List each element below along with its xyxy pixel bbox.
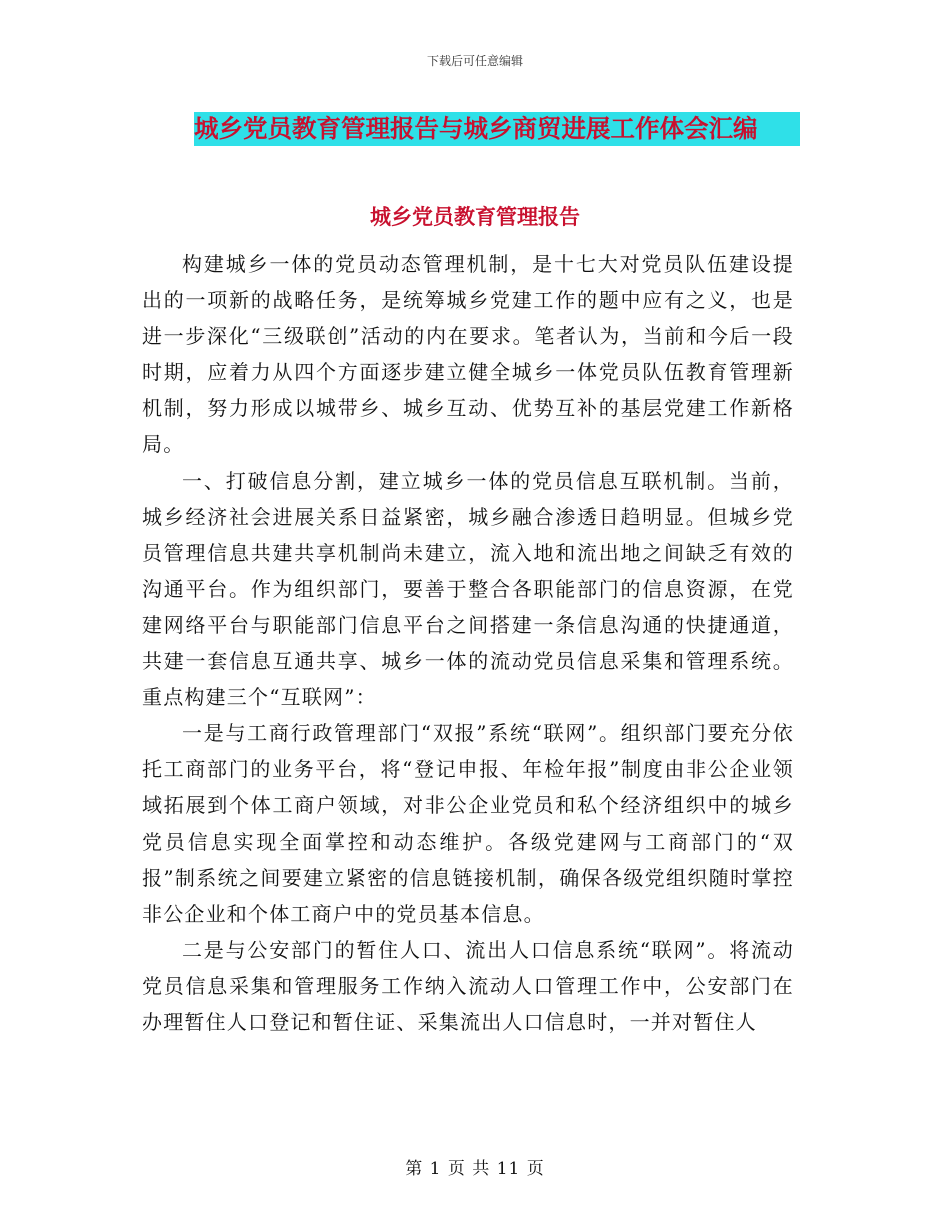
paragraph-point-one: 一、打破信息分割，建立城乡一体的党员信息互联机制。当前，城乡经济社会进展关系日益紧密，城乡融合渗透日趋明显。但城乡党员管理信息共建共享机制尚未建立，流入地和流出地之间缺乏有效的沟通平台。作为组织部门，要善于整合各职能部门的信息资源，在党建网络平台与职能部门信息平台之间搭建一条信息沟通的快捷通道，共建一套信息互通共享、城乡一体的流动党员信息采集和管理系统。重点构建三个“互联网”： xyxy=(142,468,794,710)
page-number: 第 1 页 共 11 页 xyxy=(405,1159,545,1179)
document-main-title: 城乡党员教育管理报告与城乡商贸进展工作体会汇编 xyxy=(194,112,800,146)
section-title: 城乡党员教育管理报告 xyxy=(370,204,580,229)
paragraph-intro: 构建城乡一体的党员动态管理机制，是十七大对党员队伍建设提出的一项新的战略任务，是统筹城乡党建工作的题中应有之义，也是进一步深化“三级联创”活动的内在要求。笔者认为，当前和今后一段时期，应着力从四个方面逐步建立健全城乡一体党员队伍教育管理新机制，努力形成以城带乡、城乡互动、优势互补的基层党建工作新格局。 xyxy=(142,252,794,457)
paragraph-first-network: 一是与工商行政管理部门“双报”系统“联网”。组织部门要充分依托工商部门的业务平台，将“登记申报、年检年报”制度由非公企业领域拓展到个体工商户领域，对非公企业党员和私个经济组织中的城乡党员信息实现全面掌控和动态维护。各级党建网与工商部门的“双报”制系统之间要建立紧密的信息链接机制，确保各级党组织随时掌控非公企业和个体工商户中的党员基本信息。 xyxy=(142,721,794,926)
header-note: 下载后可任意编辑 xyxy=(426,54,523,68)
document-body xyxy=(142,246,794,1040)
paragraph-second-network: 二是与公安部门的暂住人口、流出人口信息系统“联网”。将流动党员信息采集和管理服务工作纳入流动人口管理工作中，公安部门在办理暂住人口登记和暂住证、采集流出人口信息时，一并对暂住人 xyxy=(142,937,794,1034)
